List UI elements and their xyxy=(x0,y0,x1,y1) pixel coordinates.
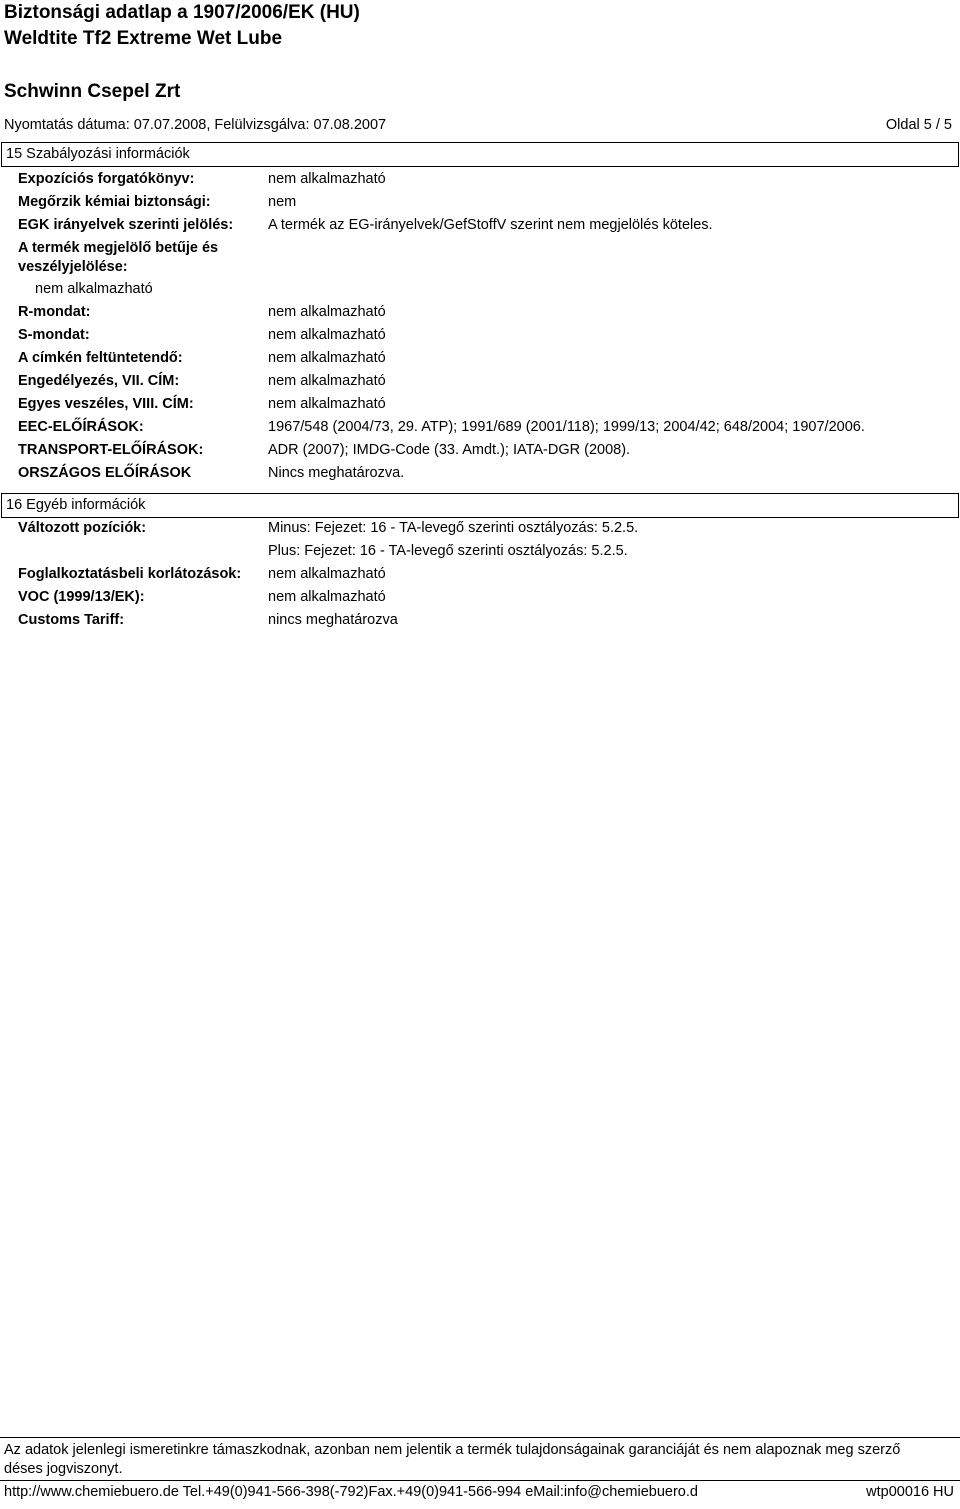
row-label: Engedélyezés, VII. CÍM: xyxy=(18,373,180,389)
row-label: R-mondat: xyxy=(18,304,91,320)
row-label: ORSZÁGOS ELŐÍRÁSOK xyxy=(18,465,192,481)
section-16-title: 16 Egyéb információk xyxy=(6,497,146,513)
section-15-title: 15 Szabályozási információk xyxy=(6,146,190,162)
row-label: EGK irányelvek szerinti jelölés: xyxy=(18,217,234,233)
contact-info: http://www.chemiebuero.de Tel.+49(0)941-566-398(-792)Fax.+49(0)941-566-994 eMail:info@chemiebuero.d xyxy=(4,1484,698,1500)
row-label: Customs Tariff: xyxy=(18,612,125,628)
row-label: Foglalkoztatásbeli korlátozások: xyxy=(18,566,242,582)
row-value: nem alkalmazható xyxy=(268,589,386,605)
row-value: nem alkalmazható xyxy=(268,350,386,366)
print-date: Nyomtatás dátuma: 07.07.2008, Felülvizsgálva: 07.08.2007 xyxy=(4,117,387,133)
row-value: Plus: Fejezet: 16 - TA-levegő szerinti osztályozás: 5.2.5. xyxy=(268,543,628,559)
product-name: Weldtite Tf2 Extreme Wet Lube xyxy=(4,28,283,49)
row-label: VOC (1999/13/EK): xyxy=(18,589,145,605)
row-label: Megőrzik kémiai biztonsági: xyxy=(18,194,211,210)
company-name: Schwinn Csepel Zrt xyxy=(4,81,181,102)
row-label: A termék megjelölő betűje és xyxy=(18,240,219,256)
row-value: nem alkalmazható xyxy=(268,304,386,320)
row-value: nem alkalmazható xyxy=(268,396,386,412)
row-value: Minus: Fejezet: 16 - TA-levegő szerinti osztályozás: 5.2.5. xyxy=(268,520,639,536)
row-label: Egyes veszéles, VIII. CÍM: xyxy=(18,396,194,412)
row-label: Változott pozíciók: xyxy=(18,520,147,536)
document-code: wtp00016 HU xyxy=(866,1484,954,1500)
row-value: nem alkalmazható xyxy=(268,566,386,582)
row-value: ADR (2007); IMDG-Code (33. Amdt.); IATA-DGR (2008). xyxy=(268,442,631,458)
section-15-header xyxy=(1,142,959,167)
section-16-header xyxy=(1,493,959,518)
row-label: EEC-ELŐÍRÁSOK: xyxy=(18,419,144,435)
row-label: TRANSPORT-ELŐÍRÁSOK: xyxy=(18,442,204,458)
row-value: nem xyxy=(268,194,297,210)
row-value: A termék az EG-irányelvek/GefStoffV szerint nem megjelölés köteles. xyxy=(268,217,713,233)
row-label: S-mondat: xyxy=(18,327,90,343)
page-number: Oldal 5 / 5 xyxy=(885,117,952,133)
row-value: nem alkalmazható xyxy=(268,171,386,187)
row-value: nem alkalmazható xyxy=(268,327,386,343)
hazard-designation-value: nem alkalmazható xyxy=(35,281,153,297)
disclaimer-line-1: Az adatok jelenlegi ismeretinkre támaszkodnak, azonban nem jelentik a termék tulajdonságainak garanciáját és nem alapoznak meg szerző xyxy=(4,1442,901,1458)
row-value: nincs meghatározva xyxy=(268,612,398,628)
disclaimer-line-2: déses jogviszonyt. xyxy=(4,1461,123,1477)
row-value: nem alkalmazható xyxy=(268,373,386,389)
row-label: veszélyjelölése: xyxy=(18,259,128,275)
footer-divider xyxy=(0,1437,960,1438)
footer-divider-bottom xyxy=(0,1480,960,1481)
row-label: A címkén feltüntetendő: xyxy=(18,350,183,366)
document-title: Biztonsági adatlap a 1907/2006/EK (HU) xyxy=(4,2,360,23)
row-label: Expozíciós forgatókönyv: xyxy=(18,171,195,187)
row-value: Nincs meghatározva. xyxy=(268,465,405,481)
row-value: 1967/548 (2004/73, 29. ATP); 1991/689 (2001/118); 1999/13; 2004/42; 648/2004; 1907/2006. xyxy=(268,419,865,435)
